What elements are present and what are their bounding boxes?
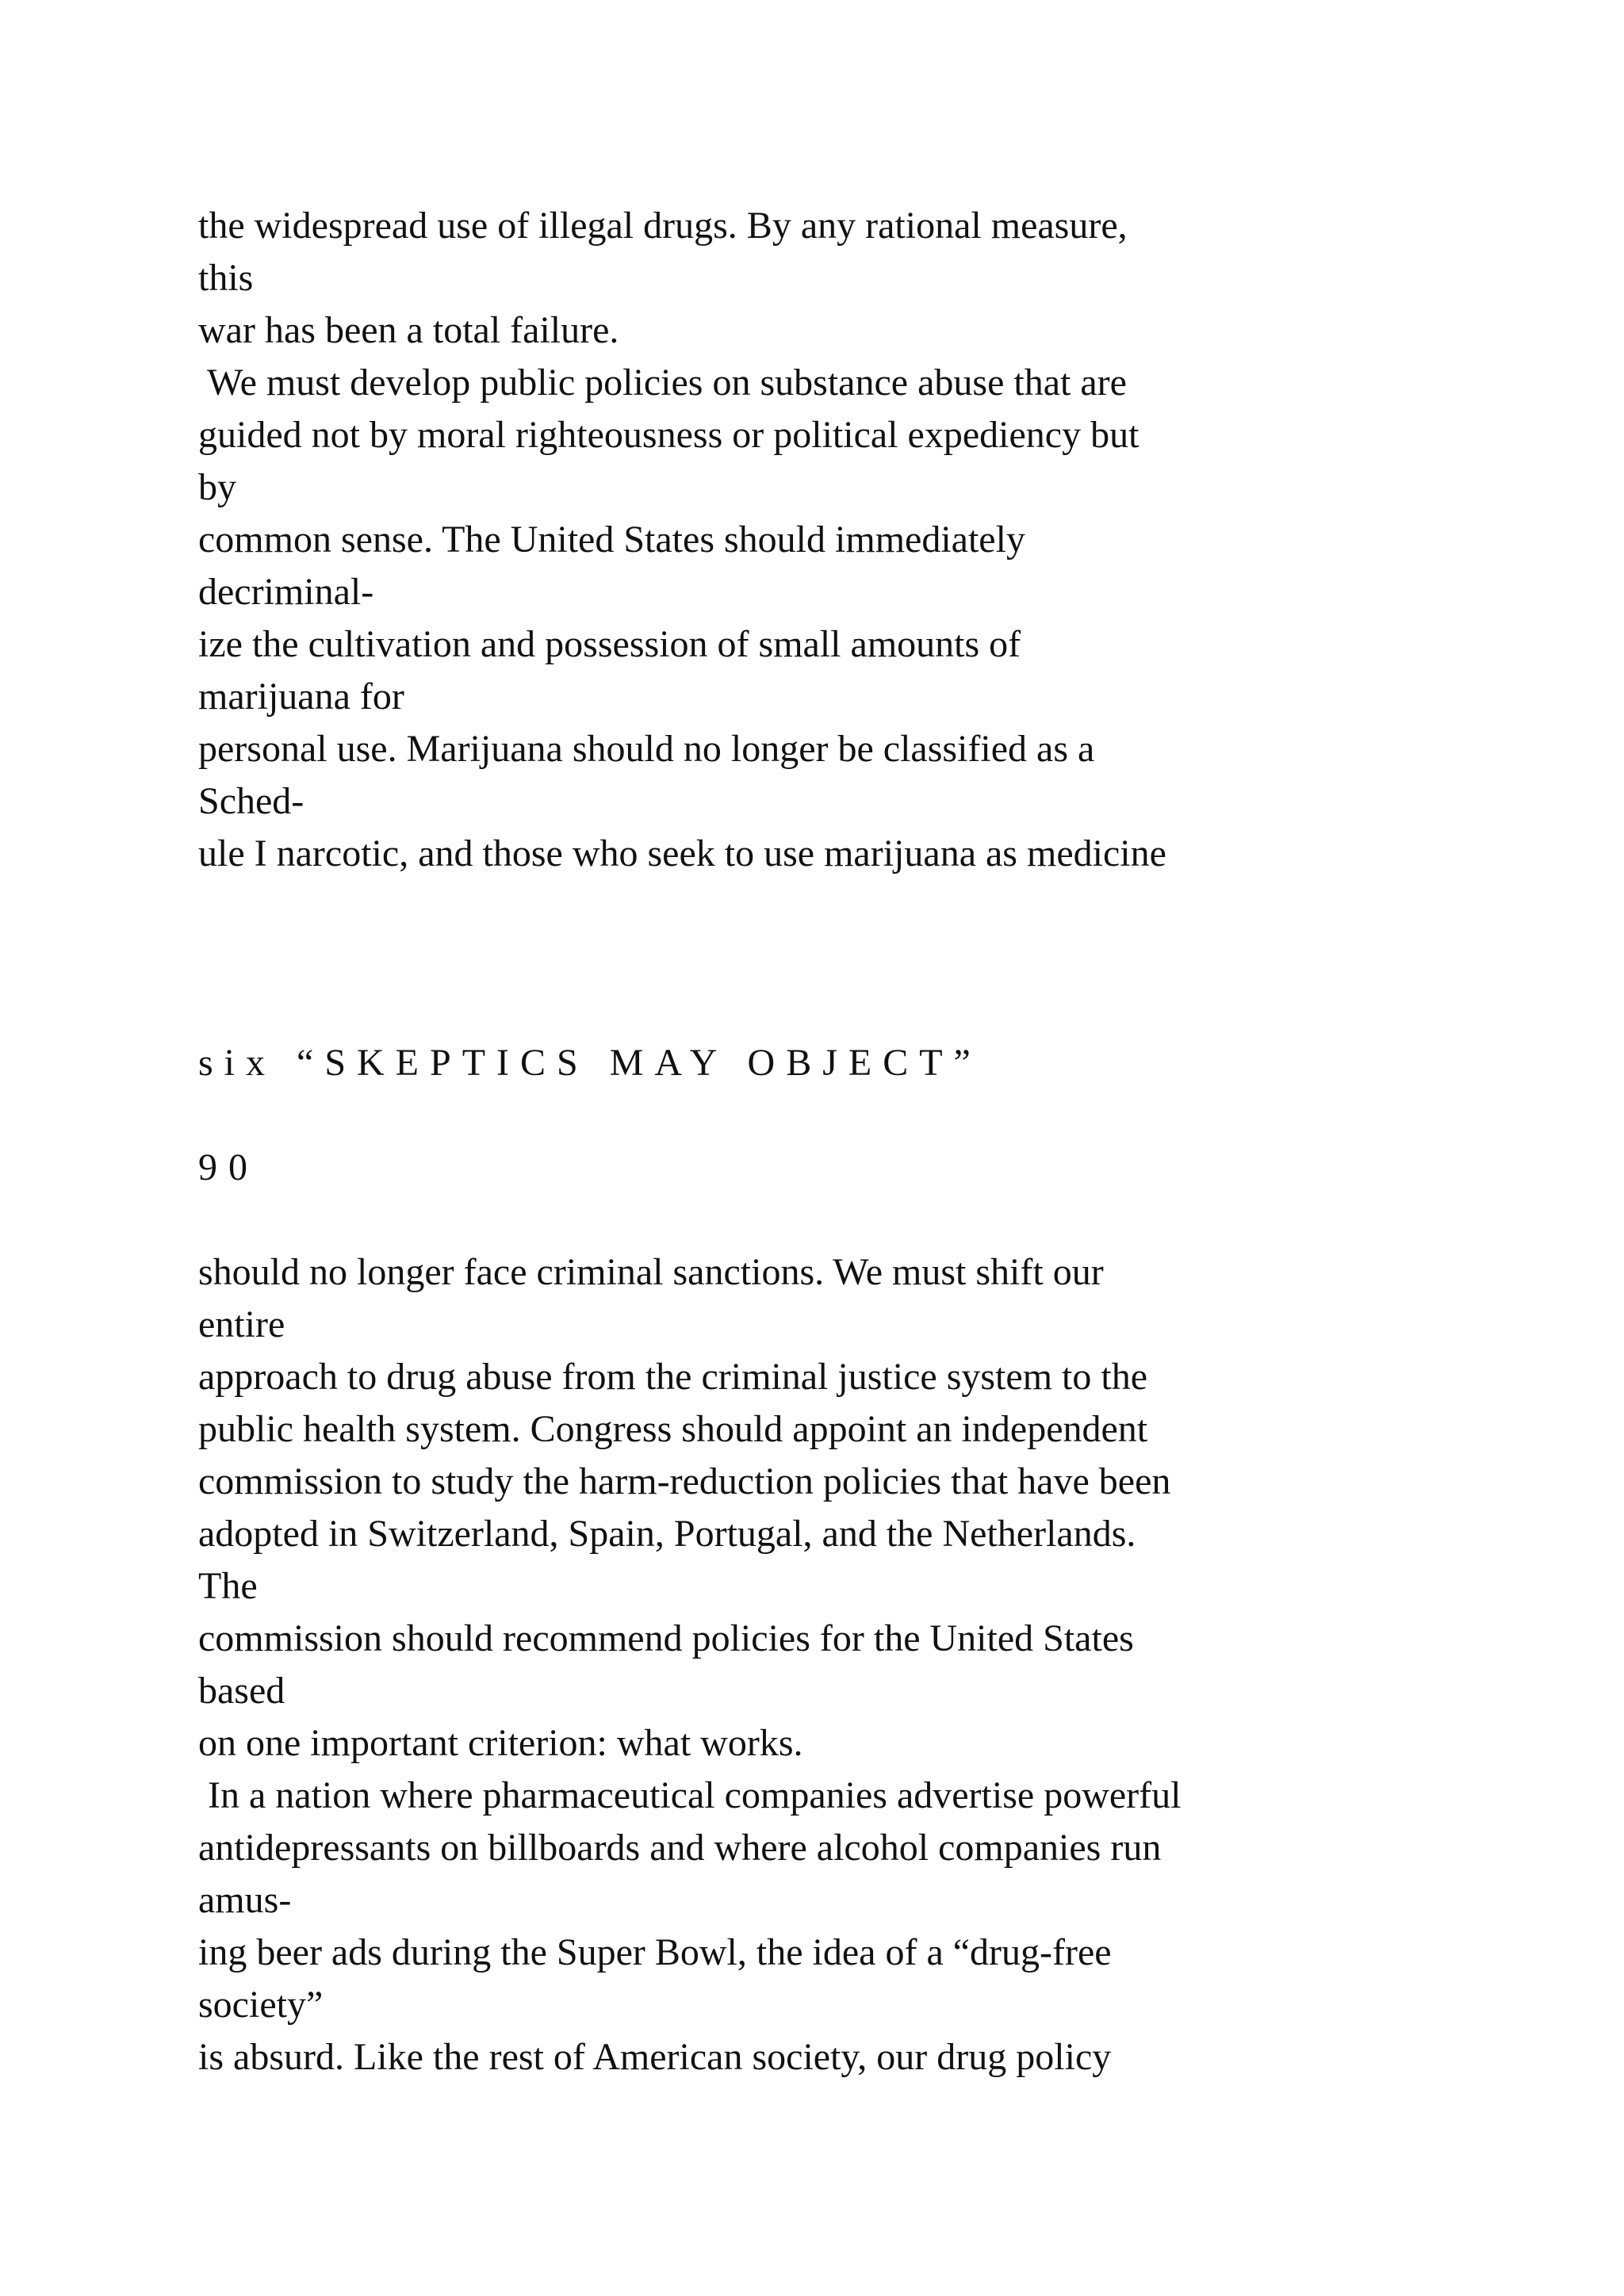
- text-line: ule I narcotic, and those who seek to use marijuana as medicine: [198, 832, 1166, 874]
- text-line: ize the cultivation and possession of small amounts of: [198, 623, 1021, 665]
- text-line: common sense. The United States should immediately: [198, 519, 1025, 561]
- text-line: entire: [198, 1303, 285, 1345]
- text-line: commission to study the harm-reduction policies that have been: [198, 1460, 1171, 1502]
- text-line: ing beer ads during the Super Bowl, the idea of a “drug-free: [198, 1931, 1112, 1973]
- text-line: antidepressants on billboards and where alcohol companies run: [198, 1827, 1162, 1869]
- text-line: marijuana for: [198, 675, 404, 718]
- text-line: personal use. Marijuana should no longer be classified as a: [198, 728, 1095, 770]
- text-line: public health system. Congress should appoint an independent: [198, 1408, 1148, 1450]
- text-line: guided not by moral righteousness or political expediency but: [198, 414, 1139, 456]
- text-line: society”: [198, 1984, 324, 2026]
- text-line: is absurd. Like the rest of American society, our drug policy: [198, 2036, 1112, 2078]
- text-line: In a nation where pharmaceutical companies advertise powerful: [198, 1774, 1182, 1816]
- text-line: based: [198, 1670, 285, 1712]
- text-line: The: [198, 1565, 258, 1607]
- text-line: on one important criterion: what works.: [198, 1722, 803, 1764]
- text-line: commission should recommend policies for the United States: [198, 1617, 1134, 1659]
- text-line: approach to drug abuse from the criminal justice system to the: [198, 1356, 1147, 1398]
- running-header: six “SKEPTICS MAY OBJECT”: [198, 1042, 982, 1084]
- text-line: war has been a total failure.: [198, 309, 619, 351]
- text-line: adopted in Switzerland, Spain, Portugal, and the Netherlands.: [198, 1513, 1136, 1555]
- text-line: should no longer face criminal sanctions. We must shift our: [198, 1251, 1104, 1293]
- page-number: 90: [198, 1146, 259, 1188]
- text-line: the widespread use of illegal drugs. By any rational measure,: [198, 205, 1128, 247]
- text-line: Sched-: [198, 780, 304, 822]
- text-line: by: [198, 466, 236, 508]
- text-line: this: [198, 257, 254, 299]
- text-line: decriminal-: [198, 571, 374, 613]
- text-line: amus-: [198, 1879, 292, 1921]
- text-line: We must develop public policies on substance abuse that are: [198, 362, 1127, 404]
